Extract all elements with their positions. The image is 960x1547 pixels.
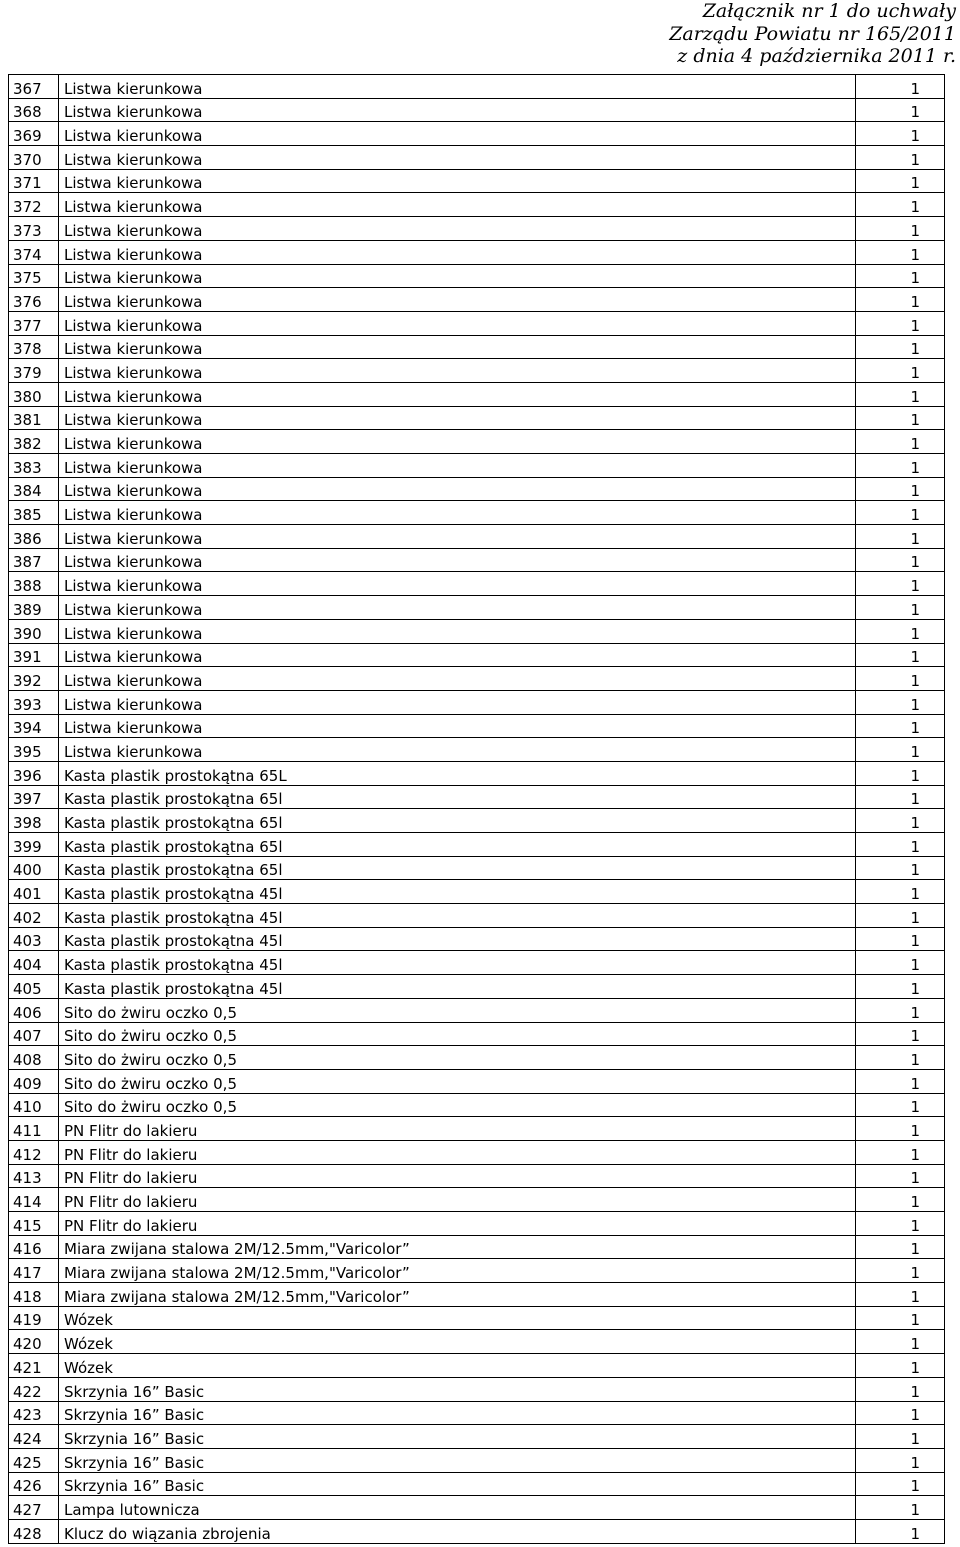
quantity-cell: 1 — [856, 714, 945, 738]
item-name-cell: PN Flitr do lakieru — [59, 1212, 856, 1236]
item-name-cell: PN Flitr do lakieru — [59, 1140, 856, 1164]
item-name-cell: Wózek — [59, 1306, 856, 1330]
row-number-cell: 404 — [9, 951, 59, 975]
table-row — [9, 596, 945, 620]
table-row — [9, 1046, 945, 1070]
row-number-cell: 427 — [9, 1496, 59, 1520]
item-name-cell: Listwa kierunkowa — [59, 548, 856, 572]
row-number-cell: 390 — [9, 619, 59, 643]
item-name-cell: Wózek — [59, 1330, 856, 1354]
item-name-cell: Kasta plastik prostokątna 65l — [59, 785, 856, 809]
row-number-cell: 416 — [9, 1235, 59, 1259]
row-number-cell: 420 — [9, 1330, 59, 1354]
table-row — [9, 951, 945, 975]
table-row — [9, 1164, 945, 1188]
row-number-cell: 382 — [9, 430, 59, 454]
item-name-cell: Listwa kierunkowa — [59, 193, 856, 217]
row-number-cell: 379 — [9, 359, 59, 383]
table-row — [9, 1401, 945, 1425]
table-row — [9, 761, 945, 785]
row-number-cell: 392 — [9, 667, 59, 691]
item-name-cell: Skrzynia 16” Basic — [59, 1448, 856, 1472]
item-name-cell: Skrzynia 16” Basic — [59, 1472, 856, 1496]
quantity-cell: 1 — [856, 1046, 945, 1070]
row-number-cell: 422 — [9, 1377, 59, 1401]
item-name-cell: Lampa lutownicza — [59, 1496, 856, 1520]
item-name-cell: Listwa kierunkowa — [59, 619, 856, 643]
table-row — [9, 1330, 945, 1354]
quantity-cell: 1 — [856, 643, 945, 667]
item-name-cell: Kasta plastik prostokątna 45l — [59, 975, 856, 999]
row-number-cell: 413 — [9, 1164, 59, 1188]
row-number-cell: 395 — [9, 738, 59, 762]
quantity-cell: 1 — [856, 1093, 945, 1117]
quantity-cell: 1 — [856, 833, 945, 857]
row-number-cell: 407 — [9, 1022, 59, 1046]
table-row — [9, 217, 945, 241]
quantity-cell: 1 — [856, 998, 945, 1022]
row-number-cell: 423 — [9, 1401, 59, 1425]
table-row — [9, 75, 945, 99]
row-number-cell: 400 — [9, 856, 59, 880]
row-number-cell: 389 — [9, 596, 59, 620]
item-name-cell: Listwa kierunkowa — [59, 217, 856, 241]
table-row — [9, 193, 945, 217]
row-number-cell: 399 — [9, 833, 59, 857]
table-row — [9, 1283, 945, 1307]
row-number-cell: 367 — [9, 75, 59, 99]
quantity-cell: 1 — [856, 1117, 945, 1141]
quantity-cell: 1 — [856, 1022, 945, 1046]
quantity-cell: 1 — [856, 927, 945, 951]
table-row — [9, 1519, 945, 1543]
table-row — [9, 548, 945, 572]
row-number-cell: 396 — [9, 761, 59, 785]
quantity-cell: 1 — [856, 596, 945, 620]
item-name-cell: Listwa kierunkowa — [59, 477, 856, 501]
item-name-cell: Klucz do wiązania zbrojenia — [59, 1519, 856, 1543]
item-name-cell: Listwa kierunkowa — [59, 406, 856, 430]
row-number-cell: 405 — [9, 975, 59, 999]
quantity-cell: 1 — [856, 1164, 945, 1188]
item-name-cell: Kasta plastik prostokątna 45l — [59, 951, 856, 975]
row-number-cell: 380 — [9, 382, 59, 406]
row-number-cell: 410 — [9, 1093, 59, 1117]
item-name-cell: Sito do żwiru oczko 0,5 — [59, 1069, 856, 1093]
table-row — [9, 288, 945, 312]
row-number-cell: 418 — [9, 1283, 59, 1307]
quantity-cell: 1 — [856, 1425, 945, 1449]
quantity-cell: 1 — [856, 217, 945, 241]
quantity-cell: 1 — [856, 951, 945, 975]
item-name-cell: Listwa kierunkowa — [59, 667, 856, 691]
row-number-cell: 426 — [9, 1472, 59, 1496]
item-name-cell: Listwa kierunkowa — [59, 75, 856, 99]
row-number-cell: 371 — [9, 169, 59, 193]
item-name-cell: Listwa kierunkowa — [59, 122, 856, 146]
row-number-cell: 373 — [9, 217, 59, 241]
row-number-cell: 414 — [9, 1188, 59, 1212]
row-number-cell: 408 — [9, 1046, 59, 1070]
table-row — [9, 1448, 945, 1472]
quantity-cell: 1 — [856, 264, 945, 288]
quantity-cell: 1 — [856, 1519, 945, 1543]
item-name-cell: Skrzynia 16” Basic — [59, 1377, 856, 1401]
attachment-header — [516, 0, 956, 68]
item-name-cell: Listwa kierunkowa — [59, 359, 856, 383]
table-row — [9, 240, 945, 264]
row-number-cell: 421 — [9, 1354, 59, 1378]
quantity-cell: 1 — [856, 1401, 945, 1425]
table-row — [9, 477, 945, 501]
table-row — [9, 122, 945, 146]
item-name-cell: Kasta plastik prostokątna 45l — [59, 927, 856, 951]
quantity-cell: 1 — [856, 335, 945, 359]
item-name-cell: Listwa kierunkowa — [59, 738, 856, 762]
table-row — [9, 1140, 945, 1164]
row-number-cell: 383 — [9, 454, 59, 478]
quantity-cell: 1 — [856, 690, 945, 714]
quantity-cell: 1 — [856, 548, 945, 572]
item-name-cell: Kasta plastik prostokątna 45l — [59, 880, 856, 904]
quantity-cell: 1 — [856, 525, 945, 549]
table-row — [9, 1069, 945, 1093]
item-name-cell: PN Flitr do lakieru — [59, 1188, 856, 1212]
quantity-cell: 1 — [856, 169, 945, 193]
row-number-cell: 415 — [9, 1212, 59, 1236]
quantity-cell: 1 — [856, 288, 945, 312]
quantity-cell: 1 — [856, 406, 945, 430]
quantity-cell: 1 — [856, 1283, 945, 1307]
item-name-cell: Miara zwijana stalowa 2M/12.5mm,"Varicolor” — [59, 1259, 856, 1283]
header-line-2: Zarządu Powiatu nr 165/2011 — [669, 22, 956, 45]
quantity-cell: 1 — [856, 98, 945, 122]
row-number-cell: 394 — [9, 714, 59, 738]
quantity-cell: 1 — [856, 880, 945, 904]
table-row — [9, 98, 945, 122]
table-row — [9, 1259, 945, 1283]
quantity-cell: 1 — [856, 785, 945, 809]
item-name-cell: Listwa kierunkowa — [59, 714, 856, 738]
item-name-cell: Kasta plastik prostokątna 65L — [59, 761, 856, 785]
table-row — [9, 359, 945, 383]
row-number-cell: 374 — [9, 240, 59, 264]
inventory-table-body — [9, 75, 945, 1544]
table-row — [9, 904, 945, 928]
quantity-cell: 1 — [856, 1330, 945, 1354]
item-name-cell: Listwa kierunkowa — [59, 146, 856, 170]
table-row — [9, 169, 945, 193]
row-number-cell: 375 — [9, 264, 59, 288]
row-number-cell: 391 — [9, 643, 59, 667]
quantity-cell: 1 — [856, 75, 945, 99]
item-name-cell: Listwa kierunkowa — [59, 335, 856, 359]
quantity-cell: 1 — [856, 975, 945, 999]
row-number-cell: 409 — [9, 1069, 59, 1093]
table-row — [9, 146, 945, 170]
row-number-cell: 384 — [9, 477, 59, 501]
item-name-cell: Listwa kierunkowa — [59, 525, 856, 549]
quantity-cell: 1 — [856, 1235, 945, 1259]
quantity-cell: 1 — [856, 1377, 945, 1401]
quantity-cell: 1 — [856, 809, 945, 833]
quantity-cell: 1 — [856, 193, 945, 217]
quantity-cell: 1 — [856, 619, 945, 643]
table-row — [9, 1496, 945, 1520]
quantity-cell: 1 — [856, 1140, 945, 1164]
table-row — [9, 975, 945, 999]
table-row — [9, 1093, 945, 1117]
table-row — [9, 335, 945, 359]
row-number-cell: 412 — [9, 1140, 59, 1164]
quantity-cell: 1 — [856, 1259, 945, 1283]
item-name-cell: Listwa kierunkowa — [59, 288, 856, 312]
quantity-cell: 1 — [856, 1496, 945, 1520]
item-name-cell: Sito do żwiru oczko 0,5 — [59, 1022, 856, 1046]
quantity-cell: 1 — [856, 359, 945, 383]
table-row — [9, 856, 945, 880]
item-name-cell: Listwa kierunkowa — [59, 169, 856, 193]
header-line-1: Załącznik nr 1 do uchwały — [702, 0, 956, 22]
table-row — [9, 1425, 945, 1449]
item-name-cell: Listwa kierunkowa — [59, 690, 856, 714]
item-name-cell: Listwa kierunkowa — [59, 596, 856, 620]
item-name-cell: Kasta plastik prostokątna 65l — [59, 809, 856, 833]
row-number-cell: 401 — [9, 880, 59, 904]
row-number-cell: 368 — [9, 98, 59, 122]
quantity-cell: 1 — [856, 1188, 945, 1212]
item-name-cell: PN Flitr do lakieru — [59, 1117, 856, 1141]
row-number-cell: 385 — [9, 501, 59, 525]
row-number-cell: 411 — [9, 1117, 59, 1141]
item-name-cell: Listwa kierunkowa — [59, 501, 856, 525]
item-name-cell: PN Flitr do lakieru — [59, 1164, 856, 1188]
row-number-cell: 398 — [9, 809, 59, 833]
table-row — [9, 264, 945, 288]
quantity-cell: 1 — [856, 1472, 945, 1496]
item-name-cell: Skrzynia 16” Basic — [59, 1425, 856, 1449]
row-number-cell: 370 — [9, 146, 59, 170]
table-row — [9, 1354, 945, 1378]
table-row — [9, 1022, 945, 1046]
item-name-cell: Miara zwijana stalowa 2M/12.5mm,"Varicolor” — [59, 1235, 856, 1259]
item-name-cell: Kasta plastik prostokątna 45l — [59, 904, 856, 928]
quantity-cell: 1 — [856, 1448, 945, 1472]
table-row — [9, 738, 945, 762]
row-number-cell: 369 — [9, 122, 59, 146]
table-row — [9, 1377, 945, 1401]
table-row — [9, 880, 945, 904]
item-name-cell: Listwa kierunkowa — [59, 430, 856, 454]
item-name-cell: Sito do żwiru oczko 0,5 — [59, 1046, 856, 1070]
item-name-cell: Listwa kierunkowa — [59, 454, 856, 478]
table-row — [9, 927, 945, 951]
item-name-cell: Wózek — [59, 1354, 856, 1378]
item-name-cell: Sito do żwiru oczko 0,5 — [59, 998, 856, 1022]
table-row — [9, 572, 945, 596]
quantity-cell: 1 — [856, 904, 945, 928]
quantity-cell: 1 — [856, 1069, 945, 1093]
row-number-cell: 388 — [9, 572, 59, 596]
item-name-cell: Kasta plastik prostokątna 65l — [59, 856, 856, 880]
row-number-cell: 378 — [9, 335, 59, 359]
table-row — [9, 809, 945, 833]
table-row — [9, 690, 945, 714]
item-name-cell: Sito do żwiru oczko 0,5 — [59, 1093, 856, 1117]
row-number-cell: 381 — [9, 406, 59, 430]
table-row — [9, 1212, 945, 1236]
table-row — [9, 501, 945, 525]
table-row — [9, 833, 945, 857]
row-number-cell: 419 — [9, 1306, 59, 1330]
item-name-cell: Listwa kierunkowa — [59, 382, 856, 406]
row-number-cell: 428 — [9, 1519, 59, 1543]
row-number-cell: 424 — [9, 1425, 59, 1449]
quantity-cell: 1 — [856, 1306, 945, 1330]
row-number-cell: 425 — [9, 1448, 59, 1472]
table-row — [9, 311, 945, 335]
inventory-table — [8, 74, 945, 1544]
row-number-cell: 386 — [9, 525, 59, 549]
quantity-cell: 1 — [856, 454, 945, 478]
quantity-cell: 1 — [856, 501, 945, 525]
table-row — [9, 619, 945, 643]
item-name-cell: Listwa kierunkowa — [59, 240, 856, 264]
table-row — [9, 998, 945, 1022]
row-number-cell: 393 — [9, 690, 59, 714]
table-row — [9, 454, 945, 478]
item-name-cell: Listwa kierunkowa — [59, 572, 856, 596]
quantity-cell: 1 — [856, 572, 945, 596]
table-row — [9, 430, 945, 454]
quantity-cell: 1 — [856, 761, 945, 785]
table-row — [9, 643, 945, 667]
quantity-cell: 1 — [856, 856, 945, 880]
item-name-cell: Skrzynia 16” Basic — [59, 1401, 856, 1425]
table-row — [9, 525, 945, 549]
table-row — [9, 1306, 945, 1330]
quantity-cell: 1 — [856, 1212, 945, 1236]
item-name-cell: Miara zwijana stalowa 2M/12.5mm,"Varicolor” — [59, 1283, 856, 1307]
table-row — [9, 1472, 945, 1496]
item-name-cell: Listwa kierunkowa — [59, 264, 856, 288]
quantity-cell: 1 — [856, 738, 945, 762]
row-number-cell: 376 — [9, 288, 59, 312]
quantity-cell: 1 — [856, 146, 945, 170]
table-row — [9, 714, 945, 738]
row-number-cell: 402 — [9, 904, 59, 928]
item-name-cell: Listwa kierunkowa — [59, 643, 856, 667]
quantity-cell: 1 — [856, 122, 945, 146]
item-name-cell: Listwa kierunkowa — [59, 311, 856, 335]
row-number-cell: 377 — [9, 311, 59, 335]
quantity-cell: 1 — [856, 1354, 945, 1378]
table-row — [9, 667, 945, 691]
quantity-cell: 1 — [856, 382, 945, 406]
header-line-3: z dnia 4 października 2011 r. — [677, 45, 956, 67]
item-name-cell: Kasta plastik prostokątna 65l — [59, 833, 856, 857]
row-number-cell: 397 — [9, 785, 59, 809]
quantity-cell: 1 — [856, 311, 945, 335]
table-row — [9, 1188, 945, 1212]
quantity-cell: 1 — [856, 240, 945, 264]
row-number-cell: 387 — [9, 548, 59, 572]
table-row — [9, 785, 945, 809]
row-number-cell: 372 — [9, 193, 59, 217]
table-row — [9, 1117, 945, 1141]
quantity-cell: 1 — [856, 430, 945, 454]
row-number-cell: 406 — [9, 998, 59, 1022]
table-row — [9, 406, 945, 430]
table-row — [9, 382, 945, 406]
table-row — [9, 1235, 945, 1259]
quantity-cell: 1 — [856, 477, 945, 501]
quantity-cell: 1 — [856, 667, 945, 691]
item-name-cell: Listwa kierunkowa — [59, 98, 856, 122]
row-number-cell: 417 — [9, 1259, 59, 1283]
row-number-cell: 403 — [9, 927, 59, 951]
